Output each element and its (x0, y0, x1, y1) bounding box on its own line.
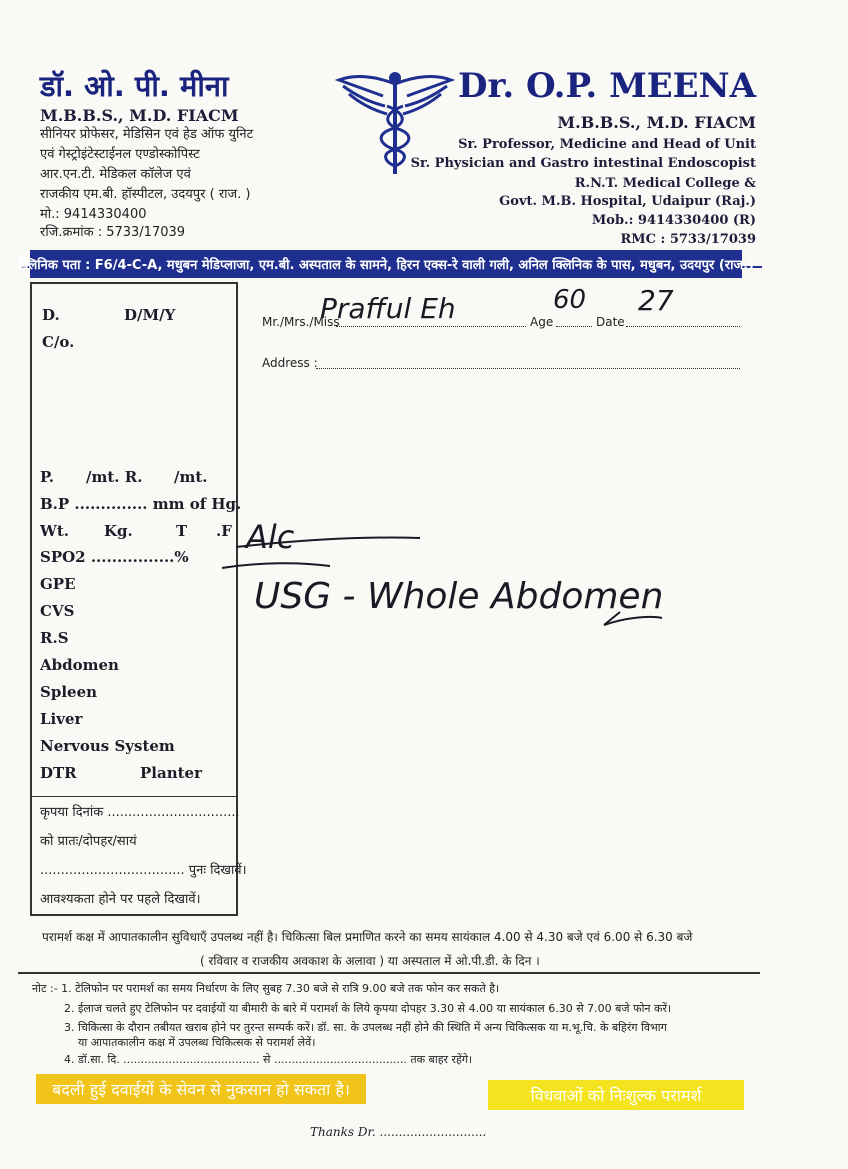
mobile-english: Mob.: 9414330400 (R) (591, 213, 756, 228)
designation-hindi-2: एवं गेस्ट्रोइंटेस्टाईनल एण्डोस्कोपिस्ट (40, 147, 200, 162)
age-label: Age (530, 315, 554, 329)
label-gpe: GPE (40, 575, 76, 593)
followup-date: कृपया दिनांक ................................ (40, 805, 240, 820)
degree-english: M.B.B.S., M.D. FIACM (557, 113, 756, 132)
note-2: 2. ईलाज चलते हुए टेलिफोन पर दवाईयों या बीमारी के बारे में परामर्श के लिये कृपया दोपहर 3.30 से 4.00 या सायंकाल 6.30 से 7.00 बजे फोन करें। (64, 1002, 672, 1015)
note-3a: 3. चिकित्सा के दौरान तबीयत खराब होने पर तुरन्त सम्पर्क करें। डॉ. सा. के उपलब्ध नहीं होने की स्थिति में अन्य चिकित्सक या म.भू.चि. के बहिरंग विभाग (64, 1021, 667, 1034)
label-wt: Wt. (40, 522, 69, 540)
footer-divider (18, 972, 760, 974)
designation-english-3: R.N.T. Medical College & (574, 176, 756, 191)
free-consult-banner: विधवाओं को निःशुल्क परामर्श (488, 1080, 744, 1110)
designation-hindi-3: आर.एन.टी. मेडिकल कॉलेज एवं (40, 167, 191, 182)
label-bp: B.P .............. mm of Hg. (40, 495, 242, 513)
followup-revisit: ................................... पुनः दिखावें। (40, 863, 247, 878)
designation-hindi-4: राजकीय एम.बी. हॉस्पीटल, उदयपुर ( राज. ) (40, 187, 251, 202)
label-liver: Liver (40, 710, 83, 728)
label-nervous-system: Nervous System (40, 737, 175, 755)
label-planter: Planter (140, 764, 202, 782)
note-3b: या आपातकालीन कक्ष में उपलब्ध चिकित्सक से परामर्श लेवें। (78, 1036, 316, 1049)
address-label: Address : (262, 356, 318, 370)
note-1: नोट :- 1. टेलिफोन पर परामर्श का समय निर्धारण के लिए सुबह 7.30 बजे से रात्रि 9.00 बजे तक फोन कर सकते है। (32, 982, 500, 995)
designation-english-2: Sr. Physician and Gastro intestinal Endoscopist (410, 156, 756, 171)
handwritten-date: 27 (638, 284, 674, 317)
handwritten-age: 60 (553, 285, 587, 315)
label-dmy: D/M/Y (124, 306, 176, 324)
label-temp: T (176, 522, 188, 540)
label-co: C/o. (42, 333, 75, 351)
note-4: 4. डॉ.सा. दि. ....................................... से ...................................... तक बाहर रहेंगे। (64, 1053, 473, 1066)
followup-early: आवश्यकता होने पर पहले दिखावें। (40, 892, 201, 907)
label-rs: R.S (40, 629, 69, 647)
label-pulse: P. (40, 468, 55, 486)
doctor-name-english: Dr. O.P. MEENA (458, 66, 756, 106)
label-abdomen: Abdomen (40, 656, 119, 674)
notice-line-2: ( रविवार व राजकीय अवकाश के अलावा ) या अस्पताल में ओ.पी.डी. के दिन । (200, 954, 540, 968)
followup-time: को प्रातः/दोपहर/सायं (40, 834, 137, 849)
registration-hindi: रजि.क्रमांक : 5733/17039 (40, 225, 186, 240)
label-spleen: Spleen (40, 683, 98, 701)
date-label: Date (596, 315, 625, 329)
mobile-hindi: मो.: 9414330400 (40, 207, 147, 222)
label-spo2: SPO2 ................% (40, 548, 189, 566)
degree-hindi-side: M.B.B.S., M.D. FIACM (40, 106, 239, 125)
designation-english-4: Govt. M.B. Hospital, Udaipur (Raj.) (499, 194, 756, 209)
handwritten-patient-name: Prafful Eh (320, 292, 456, 325)
label-cvs: CVS (40, 602, 75, 620)
handwritten-alc: Alc (246, 518, 295, 556)
label-f: .F (216, 522, 232, 540)
notice-line-1: परामर्श कक्ष में आपातकालीन सुविधाएँ उपलब्ध नहीं है। चिकित्सा बिल प्रमाणित करने का समय सायंकाल 4.00 से 4.30 बजे एवं 6.00 से 6.30 बजे (42, 930, 693, 944)
designation-english-1: Sr. Professor, Medicine and Head of Unit (458, 137, 756, 152)
designation-hindi-1: सीनियर प्रोफेसर, मेडिसिन एवं हेड ऑफ युनिट (40, 127, 254, 142)
label-kg: Kg. (104, 522, 133, 540)
thanks-line: Thanks Dr. ............................ (310, 1125, 487, 1139)
warning-banner: बदली हुई दवाईयों के सेवन से नुकसान हो सकता है। (36, 1074, 366, 1104)
label-d: D. (42, 306, 60, 324)
label-mt-r: /mt. R. (86, 468, 143, 486)
patient-name-label: Mr./Mrs./Miss (262, 315, 340, 329)
label-dtr: DTR (40, 764, 77, 782)
clinic-address: क्लिनिक पता : F6/4-C-A, मधुबन मेडिप्लाजा, एम.बी. अस्पताल के सामने, हिरन एक्स-रे वाली गली, अनिल क्लिनिक के पास, मधुबन, उदयपुर (राज.) (30, 250, 742, 278)
doctor-name-hindi: डॉ. ओ. पी. मीना (40, 69, 229, 103)
handwritten-usg: USG - Whole Abdomen (254, 576, 664, 617)
label-mt: /mt. (174, 468, 208, 486)
rmc-number: RMC : 5733/17039 (620, 232, 756, 247)
